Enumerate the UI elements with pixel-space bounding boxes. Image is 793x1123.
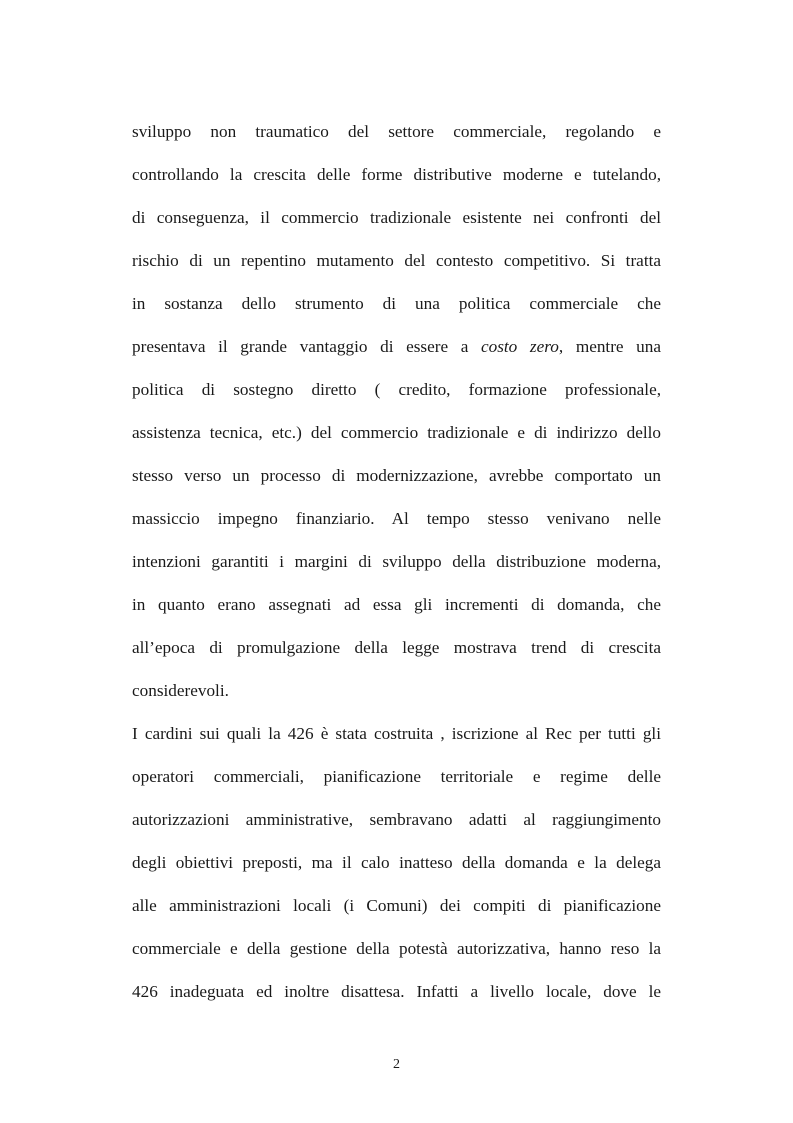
text-line: stesso verso un processo di modernizzazione, avrebbe comportato un [132, 466, 661, 485]
text-line: rischio di un repentino mutamento del contesto competitivo. Si tratta [132, 251, 661, 270]
text-line: politica di sostegno diretto ( credito, formazione professionale, [132, 380, 661, 399]
text-line: 426 inadeguata ed inoltre disattesa. Infatti a livello locale, dove le [132, 982, 661, 1001]
text-line: massiccio impegno finanziario. Al tempo stesso venivano nelle [132, 509, 661, 528]
text-segment: presentava il grande vantaggio di essere a [132, 337, 481, 356]
text-line: in quanto erano assegnati ad essa gli incrementi di domanda, che [132, 595, 661, 614]
text-line: controllando la crescita delle forme distributive moderne e tutelando, [132, 165, 661, 184]
text-line: di conseguenza, il commercio tradizionale esistente nei confronti del [132, 208, 661, 227]
text-line: all’epoca di promulgazione della legge mostrava trend di crescita [132, 638, 661, 657]
text-line: intenzioni garantiti i margini di sviluppo della distribuzione moderna, [132, 552, 661, 571]
text-line: in sostanza dello strumento di una politica commerciale che [132, 294, 661, 313]
italic-phrase: costo zero [481, 337, 559, 356]
text-line: degli obiettivi preposti, ma il calo inatteso della domanda e la delega [132, 853, 661, 872]
text-line: operatori commerciali, pianificazione territoriale e regime delle [132, 767, 661, 786]
text-segment: , mentre una [558, 337, 661, 356]
text-line [132, 325, 661, 368]
text-line: sviluppo non traumatico del settore commerciale, regolando e [132, 122, 661, 141]
text-line: commerciale e della gestione della potestà autorizzativa, hanno reso la [132, 939, 661, 958]
text-line: assistenza tecnica, etc.) del commercio tradizionale e di indirizzo dello [132, 423, 661, 442]
text-line: alle amministrazioni locali (i Comuni) dei compiti di pianificazione [132, 896, 661, 915]
text-line: considerevoli. [132, 681, 229, 700]
body-text [132, 110, 661, 1013]
text-line: autorizzazioni amministrative, sembravano adatti al raggiungimento [132, 810, 661, 829]
text-line: I cardini sui quali la 426 è stata costruita , iscrizione al Rec per tutti gli [132, 724, 661, 743]
page-number: 2 [393, 1057, 400, 1072]
